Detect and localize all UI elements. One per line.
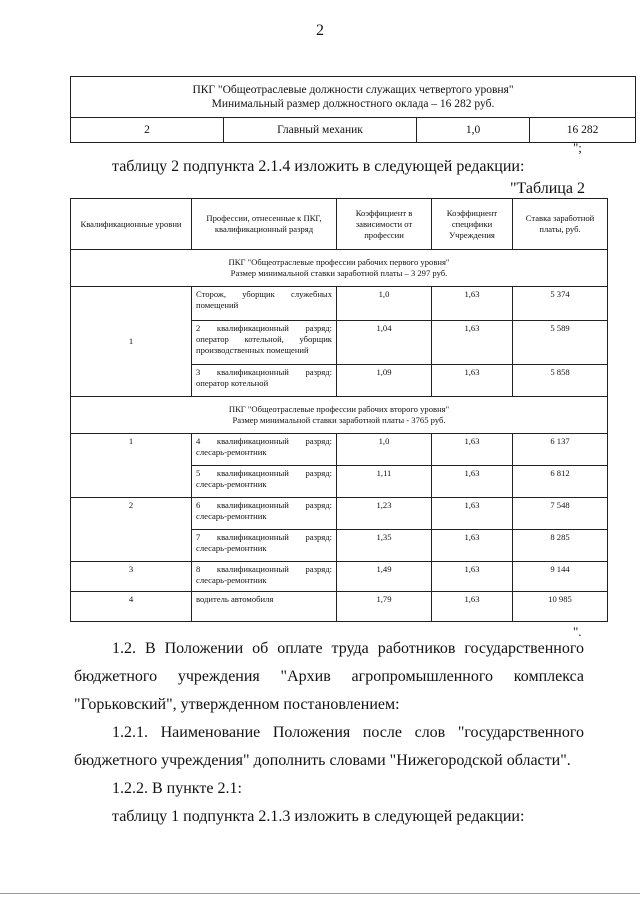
header-qualification-levels: Квалификационные уровни bbox=[71, 199, 192, 250]
table-2-group-1-header bbox=[71, 250, 608, 287]
coef-cell: 1,0 bbox=[337, 434, 432, 466]
spec-cell: 1,63 bbox=[432, 498, 513, 530]
table-1-header-row bbox=[71, 77, 636, 118]
intro-text: таблицу 2 подпункта 2.1.4 изложить в следующей редакции: bbox=[112, 158, 525, 175]
rate-cell: 6 137 bbox=[513, 434, 608, 466]
profession-cell: 4 квалификационный разряд: слесарь-ремонтник bbox=[192, 434, 337, 466]
table-row bbox=[71, 562, 608, 592]
table-2 bbox=[70, 198, 608, 622]
group-2-header-line2: Размер минимальной ставки заработной платы - 3765 руб. bbox=[232, 415, 446, 425]
header-wage-rate: Ставка заработной платы, руб. bbox=[513, 199, 608, 250]
page-number: 2 bbox=[316, 22, 324, 39]
table-row bbox=[71, 287, 608, 321]
rate-cell: 10 985 bbox=[513, 592, 608, 622]
coef-cell: 1,35 bbox=[337, 530, 432, 562]
table-1-data-row bbox=[71, 118, 636, 143]
table-2-header-row bbox=[71, 199, 608, 250]
header-specifics-coefficient: Коэффициент специфики Учреждения bbox=[432, 199, 513, 250]
paragraph-table-1-intro: таблицу 1 подпункта 2.1.3 изложить в следующей редакции: bbox=[112, 808, 525, 825]
spec-cell: 1,63 bbox=[432, 562, 513, 592]
coef-cell: 1,23 bbox=[337, 498, 432, 530]
coef-cell: 1,11 bbox=[337, 466, 432, 498]
coef-cell: 1,79 bbox=[337, 592, 432, 622]
table-row bbox=[71, 530, 608, 562]
group-2-header-line1: ПКГ "Общеотраслевые профессии рабочих второго уровня" bbox=[228, 404, 450, 414]
table-row bbox=[71, 592, 608, 622]
table-2-title: "Таблица 2 bbox=[510, 180, 585, 197]
profession-cell: 8 квалификационный разряд: слесарь-ремонтник bbox=[192, 562, 337, 592]
table-1-group-header-line2: Минимальный размер должностного оклада – 16 282 руб. bbox=[211, 98, 495, 110]
level-cell: 3 bbox=[71, 562, 192, 592]
table-1-fragment bbox=[70, 76, 636, 143]
table-1-level-cell: 2 bbox=[71, 118, 224, 143]
spec-cell: 1,63 bbox=[432, 365, 513, 397]
level-cell: 4 bbox=[71, 592, 192, 622]
table-1-position-cell: Главный механик bbox=[224, 118, 417, 143]
page-bottom-edge bbox=[0, 893, 640, 894]
rate-cell: 6 812 bbox=[513, 466, 608, 498]
rate-cell: 9 144 bbox=[513, 562, 608, 592]
group-1-header-cell bbox=[71, 250, 608, 287]
coef-cell: 1,49 bbox=[337, 562, 432, 592]
spec-cell: 1,63 bbox=[432, 434, 513, 466]
coef-cell: 1,0 bbox=[337, 287, 432, 321]
table-row bbox=[71, 498, 608, 530]
profession-cell: 3 квалификационный разряд: оператор котельной bbox=[192, 365, 337, 397]
profession-cell: 2 квалификационный разряд: оператор котельной, уборщик производственных помещений bbox=[192, 321, 337, 365]
header-professions: Профессии, отнесенные к ПКГ, квалификационный разряд bbox=[192, 199, 337, 250]
table-row bbox=[71, 434, 608, 466]
coef-cell: 1,04 bbox=[337, 321, 432, 365]
table-1-group-header-line1: ПКГ "Общеотраслевые должности служащих четвертого уровня" bbox=[192, 84, 514, 96]
closing-quote-1: "; bbox=[573, 140, 582, 155]
group-1-header-line2: Размер минимальной ставки заработной платы – 3 297 руб. bbox=[230, 268, 448, 278]
rate-cell: 5 858 bbox=[513, 365, 608, 397]
profession-cell: Сторож, уборщик служебных помещений bbox=[192, 287, 337, 321]
profession-cell: 5 квалификационный разряд: слесарь-ремонтник bbox=[192, 466, 337, 498]
profession-cell: водитель автомобиля bbox=[192, 592, 337, 622]
header-profession-coefficient: Коэффициент в зависимости от профессии bbox=[337, 199, 432, 250]
paragraph-1-2-line3: "Горьковский", утвержденном постановлением: bbox=[74, 696, 400, 713]
level-cell bbox=[71, 530, 192, 562]
rate-cell: 7 548 bbox=[513, 498, 608, 530]
paragraph-1-2-2: 1.2.2. В пункте 2.1: bbox=[112, 780, 242, 797]
rate-cell: 5 589 bbox=[513, 321, 608, 365]
paragraph-1-2-1-line1: 1.2.1. Наименование Положения после слов "государственного bbox=[112, 724, 584, 741]
paragraph-1-2-1-line2: бюджетного учреждения" дополнить словами "Нижегородской области". bbox=[74, 752, 571, 769]
paragraph-1-2-line1: 1.2. В Положении об оплате труда работников государственного bbox=[112, 640, 584, 657]
group-2-header-cell bbox=[71, 397, 608, 434]
profession-cell: 6 квалификационный разряд: слесарь-ремонтник bbox=[192, 498, 337, 530]
rate-cell: 5 374 bbox=[513, 287, 608, 321]
coef-cell: 1,09 bbox=[337, 365, 432, 397]
table-1-coef-cell: 1,0 bbox=[417, 118, 530, 143]
table-2-group-2-header bbox=[71, 397, 608, 434]
spec-cell: 1,63 bbox=[432, 287, 513, 321]
level-cell: 2 bbox=[71, 498, 192, 530]
table-1-group-header bbox=[71, 77, 636, 118]
level-cell: 1 bbox=[71, 434, 192, 466]
paragraph-1-2-line2: бюджетного учреждения "Архив агропромышленного комплекса bbox=[74, 668, 584, 685]
group-1-header-line1: ПКГ "Общеотраслевые профессии рабочих первого уровня" bbox=[228, 257, 450, 267]
table-row bbox=[71, 466, 608, 498]
level-cell: 1 bbox=[71, 287, 192, 397]
table-1-salary-cell: 16 282 bbox=[530, 118, 636, 143]
rate-cell: 8 285 bbox=[513, 530, 608, 562]
spec-cell: 1,63 bbox=[432, 321, 513, 365]
spec-cell: 1,63 bbox=[432, 592, 513, 622]
profession-cell: 7 квалификационный разряд: слесарь-ремонтник bbox=[192, 530, 337, 562]
spec-cell: 1,63 bbox=[432, 466, 513, 498]
level-cell bbox=[71, 466, 192, 498]
spec-cell: 1,63 bbox=[432, 530, 513, 562]
closing-quote-2: ". bbox=[573, 624, 582, 639]
